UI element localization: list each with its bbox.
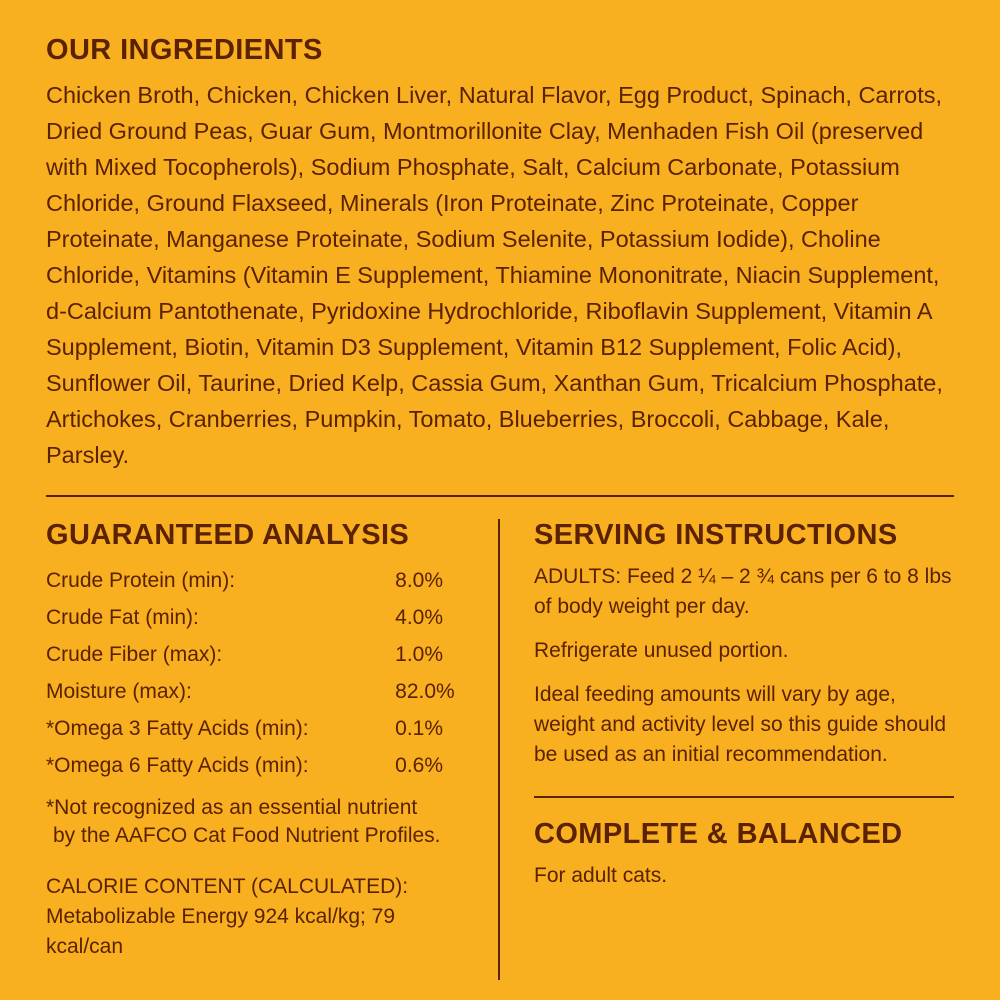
serving-instructions-section [534, 519, 954, 770]
ga-value: 0.6% [395, 753, 444, 777]
guaranteed-analysis-table [46, 562, 472, 784]
spacer [534, 891, 954, 980]
ga-value: 4.0% [395, 605, 444, 629]
ga-footnote [46, 794, 472, 850]
ga-label: *Omega 6 Fatty Acids (min): [46, 753, 309, 777]
ingredients-section [46, 34, 954, 473]
ga-label: *Omega 3 Fatty Acids (min): [46, 716, 309, 740]
guaranteed-analysis-title: GUARANTEED ANALYSIS [46, 519, 410, 551]
complete-balanced-section [534, 818, 954, 891]
table-row [46, 747, 472, 784]
ga-footnote-line1: *Not recognized as an essential nutrient [46, 796, 418, 819]
serving-paragraph-2: Refrigerate unused portion. [534, 639, 789, 662]
calorie-content-label: CALORIE CONTENT (CALCULATED): [46, 875, 409, 898]
ingredients-body: Chicken Broth, Chicken, Chicken Liver, Natural Flavor, Egg Product, Spinach, Carrots, Dried Ground Peas, Guar Gum, Montmorillonite Clay, Menhaden Fish Oil (preserved with Mixed Tocopherols), Sodium Phosphate, Salt, Calcium Carbonate, Potassium Chloride, Ground Flaxseed, Minerals (Iron Proteinate, Zinc Proteinate, Copper Proteinate, Manganese Proteinate, Sodium Selenite, Potassium Iodide), Choline Chloride, Vitamins (Vitamin E Supplement, Thiamine Mononitrate, Niacin Supplement, d-Calcium Pantothenate, Pyridoxine Hydrochloride, Riboflavin Supplement, Vitamin A Supplement, Biotin, Vitamin D3 Supplement, Vitamin B12 Supplement, Folic Acid), Sunflower Oil, Taurine, Dried Kelp, Cassia Gum, Xanthan Gum, Tricalcium Phosphate, Artichokes, Cranberries, Pumpkin, Tomato, Blueberries, Broccoli, Cabbage, Kale, Parsley. [46, 82, 943, 468]
table-row [46, 599, 472, 636]
right-column [500, 519, 954, 980]
horizontal-divider [46, 495, 954, 497]
ga-value: 0.1% [395, 716, 444, 740]
table-row [46, 710, 472, 747]
ga-value: 82.0% [395, 679, 455, 703]
table-row [46, 673, 472, 710]
ga-value: 8.0% [395, 568, 444, 592]
serving-paragraph-1: ADULTS: Feed 2 ¼ – 2 ¾ cans per 6 to 8 lbs of body weight per day. [534, 565, 952, 618]
lower-columns [46, 519, 954, 980]
right-horizontal-divider [534, 796, 954, 798]
table-row [46, 636, 472, 673]
ga-label: Moisture (max): [46, 679, 192, 703]
ingredients-title: OUR INGREDIENTS [46, 34, 323, 66]
ga-footnote-line2: by the AAFCO Cat Food Nutrient Profiles. [53, 824, 441, 847]
complete-balanced-title: COMPLETE & BALANCED [534, 818, 903, 850]
calorie-content-value: Metabolizable Energy 924 kcal/kg; 79 kcal/can [46, 905, 396, 958]
ga-label: Crude Fat (min): [46, 605, 199, 629]
serving-paragraph-3: Ideal feeding amounts will vary by age, weight and activity level so this guide should be used as an initial recommendation. [534, 683, 947, 766]
table-row [46, 562, 472, 599]
calorie-content [46, 872, 472, 962]
ga-value: 1.0% [395, 642, 444, 666]
ga-label: Crude Protein (min): [46, 568, 236, 592]
serving-instructions-title: SERVING INSTRUCTIONS [534, 519, 898, 551]
ga-label: Crude Fiber (max): [46, 642, 223, 666]
complete-balanced-body: For adult cats. [534, 864, 668, 887]
guaranteed-analysis-section [46, 519, 498, 980]
